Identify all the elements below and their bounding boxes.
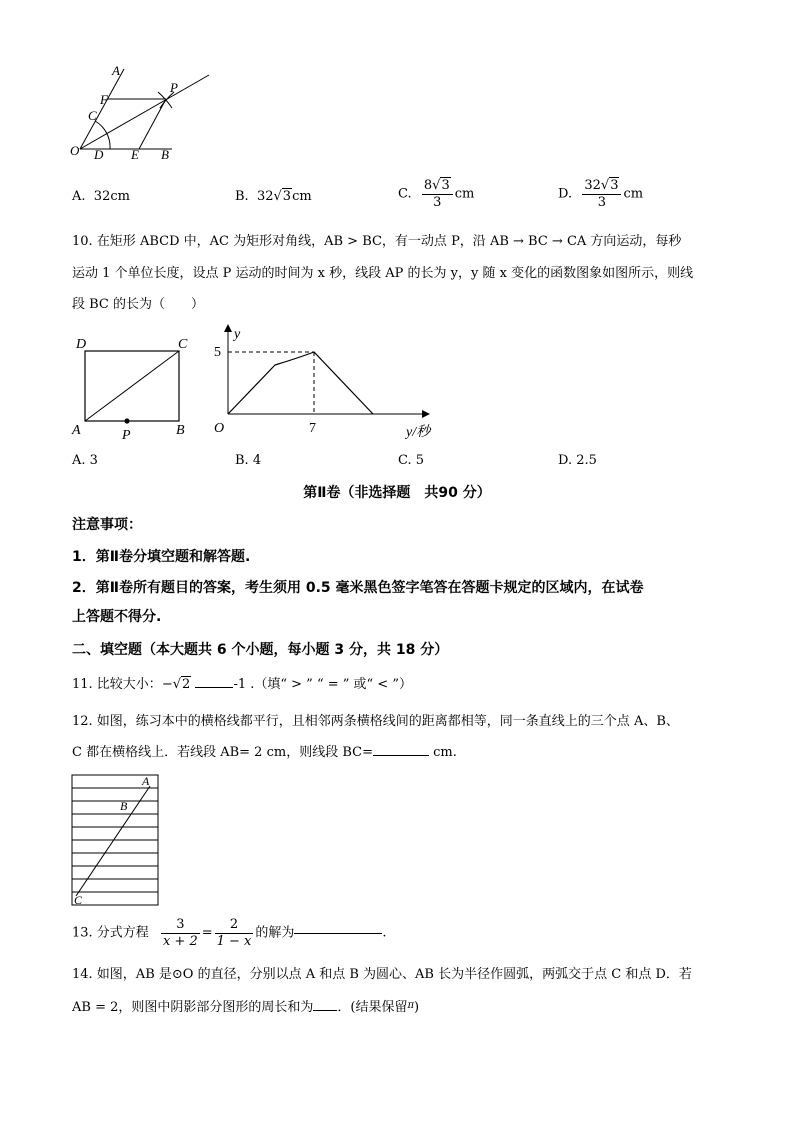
option-unit: cm [454,186,475,202]
label-five: 5 [214,345,221,360]
q14-line-2 [72,997,419,1017]
notes-heading: 注意事项： [72,517,142,533]
q12-line-1: 12. 如图，练习本中的横格线都平行，且相邻两条横格线间的距离都相等，同一条直线上的三个点 A、B、 [72,714,679,729]
label-a: A [112,63,120,78]
label-x-axis: y/秒 [406,425,431,440]
q13-fraction-left [161,917,200,950]
label-a: A [72,423,81,438]
q13-end: . [382,925,387,941]
arc-cd [95,121,110,149]
fraction-den: x + 2 [162,934,198,949]
q9-option-c[interactable] [398,178,474,211]
fraction-den: 3 [433,195,442,210]
label-o: O [70,143,80,158]
label-a: A [142,774,150,788]
label-origin: O [214,421,225,436]
fraction-num: 3 [161,917,200,934]
fraction-den: 1 − x [216,934,252,949]
q12-unit: cm. [428,745,457,760]
q13-fraction-right [215,917,254,950]
q10-line-2: 运动 1 个单位长度，设点 P 运动的时间为 x 秒，线段 AP 的长为 y，y 随 x 变化的函数图象如图所示，则线 [72,266,694,281]
section-title: 第Ⅱ卷（非选择题 共90 分） [303,485,491,501]
label-c: C [74,893,83,907]
label-p: P [122,428,131,443]
q13-equals: = [201,925,213,941]
q12-answer-blank[interactable] [373,755,429,756]
q11-answer-blank[interactable] [195,687,233,688]
fraction-num-radicand: 3 [441,178,450,193]
fraction-num-radicand: 3 [610,178,619,193]
q11-prefix: 11. 比较大小： [72,677,162,692]
q10-option-c[interactable]: C. 5 [398,453,425,468]
pi-symbol: π [407,1000,415,1011]
q13-answer-blank[interactable] [294,933,382,934]
function-curve [228,352,373,414]
notes-item-2-line-2: 上答题不得分. [72,609,162,625]
label-c: C [178,337,188,352]
option-letter: D. [558,186,573,202]
option-fraction: $\frac{8√3}{3}$ [422,178,453,211]
option-text: 32cm [93,189,130,204]
label-f: F [100,92,108,107]
label-c: C [88,108,97,123]
segment-pe [139,99,166,149]
label-b: B [161,147,169,162]
q11-radicand: 2 [182,677,191,692]
ray-oa [80,69,124,149]
q9-option-d[interactable] [558,178,643,211]
fraction-num-coef: 32 [584,178,601,193]
x-axis-arrow [422,410,430,418]
q10-graph-figure [206,320,442,446]
label-y: y [234,327,241,342]
q10-option-b[interactable]: B. 4 [235,453,262,468]
fraction-num-coef: 8 [423,178,433,193]
label-b: B [120,799,128,813]
q9-option-a[interactable] [72,188,130,206]
notes-item-2-line-1: 2．第Ⅱ卷所有题目的答案，考生须用 0.5 毫米黑色签字笔答在答题卡规定的区域内，在试卷 [72,580,644,596]
q10-option-a[interactable]: A. 3 [72,453,98,468]
option-unit: cm [623,186,644,202]
fraction-num: 2 [215,917,254,934]
fraction-den: 3 [597,195,607,210]
label-b: B [176,423,185,438]
q14-note: ．(结果保留 [337,1000,408,1015]
q10-rectangle-figure [70,334,200,444]
q12-line-2 [72,744,457,762]
option-letter: B. [235,189,249,204]
q12-text: C 都在横格线上．若线段 AB= 2 cm，则线段 BC= [72,745,373,760]
option-radicand: 3 [282,189,292,204]
y-axis-arrow [224,324,232,332]
q12-figure [70,773,162,909]
point-p [124,418,129,423]
diagonal-ac [85,351,179,421]
q11-minus: − [161,677,173,692]
q14-text: AB = 2，则图中阴影部分图形的周长和为 [72,1000,314,1015]
fill-in-heading: 二、填空题（本大题共 6 个小题，每小题 3 分，共 18 分） [72,642,449,658]
q11-suffix: -1 .（填“ > ” “ = ” 或“ < ”） [233,677,412,692]
option-unit: cm [292,189,312,204]
label-d: D [94,147,104,162]
label-seven: 7 [309,421,316,436]
option-coef: 32 [256,189,274,204]
q13-suffix: 的解为 [255,925,295,941]
q13-prefix: 13. 分式方程 [72,925,149,941]
q14-answer-blank[interactable] [313,1010,337,1011]
option-fraction: $\frac{32√3}{3}$ [582,178,621,211]
q9-figure [62,62,222,166]
q10-option-d[interactable]: D. 2.5 [558,453,597,468]
notes-item-1: 1．第Ⅱ卷分填空题和解答题. [72,549,251,565]
q14-close: ) [414,1000,420,1015]
label-d: D [76,337,87,352]
q13 [72,917,387,950]
q14-line-1: 14. 如图，AB 是⊙O 的直径，分别以点 A 和点 B 为圆心、AB 长为半径作圆弧，两弧交于点 C 和点 D．若 [72,967,692,982]
label-p: P [170,80,178,95]
label-e: E [131,147,139,162]
option-letter: A. [72,189,86,204]
q9-option-b[interactable]: B. 32√3cm [235,189,312,204]
q10-line-1: 10. 在矩形 ABCD 中，AC 为矩形对角线，AB > BC，有一动点 P，沿 AB → BC → CA 方向运动，每秒 [72,234,682,249]
option-letter: C. [398,186,412,202]
q10-line-3: 段 BC 的长为（ ） [72,297,205,312]
q11: 11. 比较大小：−√2 -1 .（填“ > ” “ = ” 或“ < ”） [72,677,412,692]
